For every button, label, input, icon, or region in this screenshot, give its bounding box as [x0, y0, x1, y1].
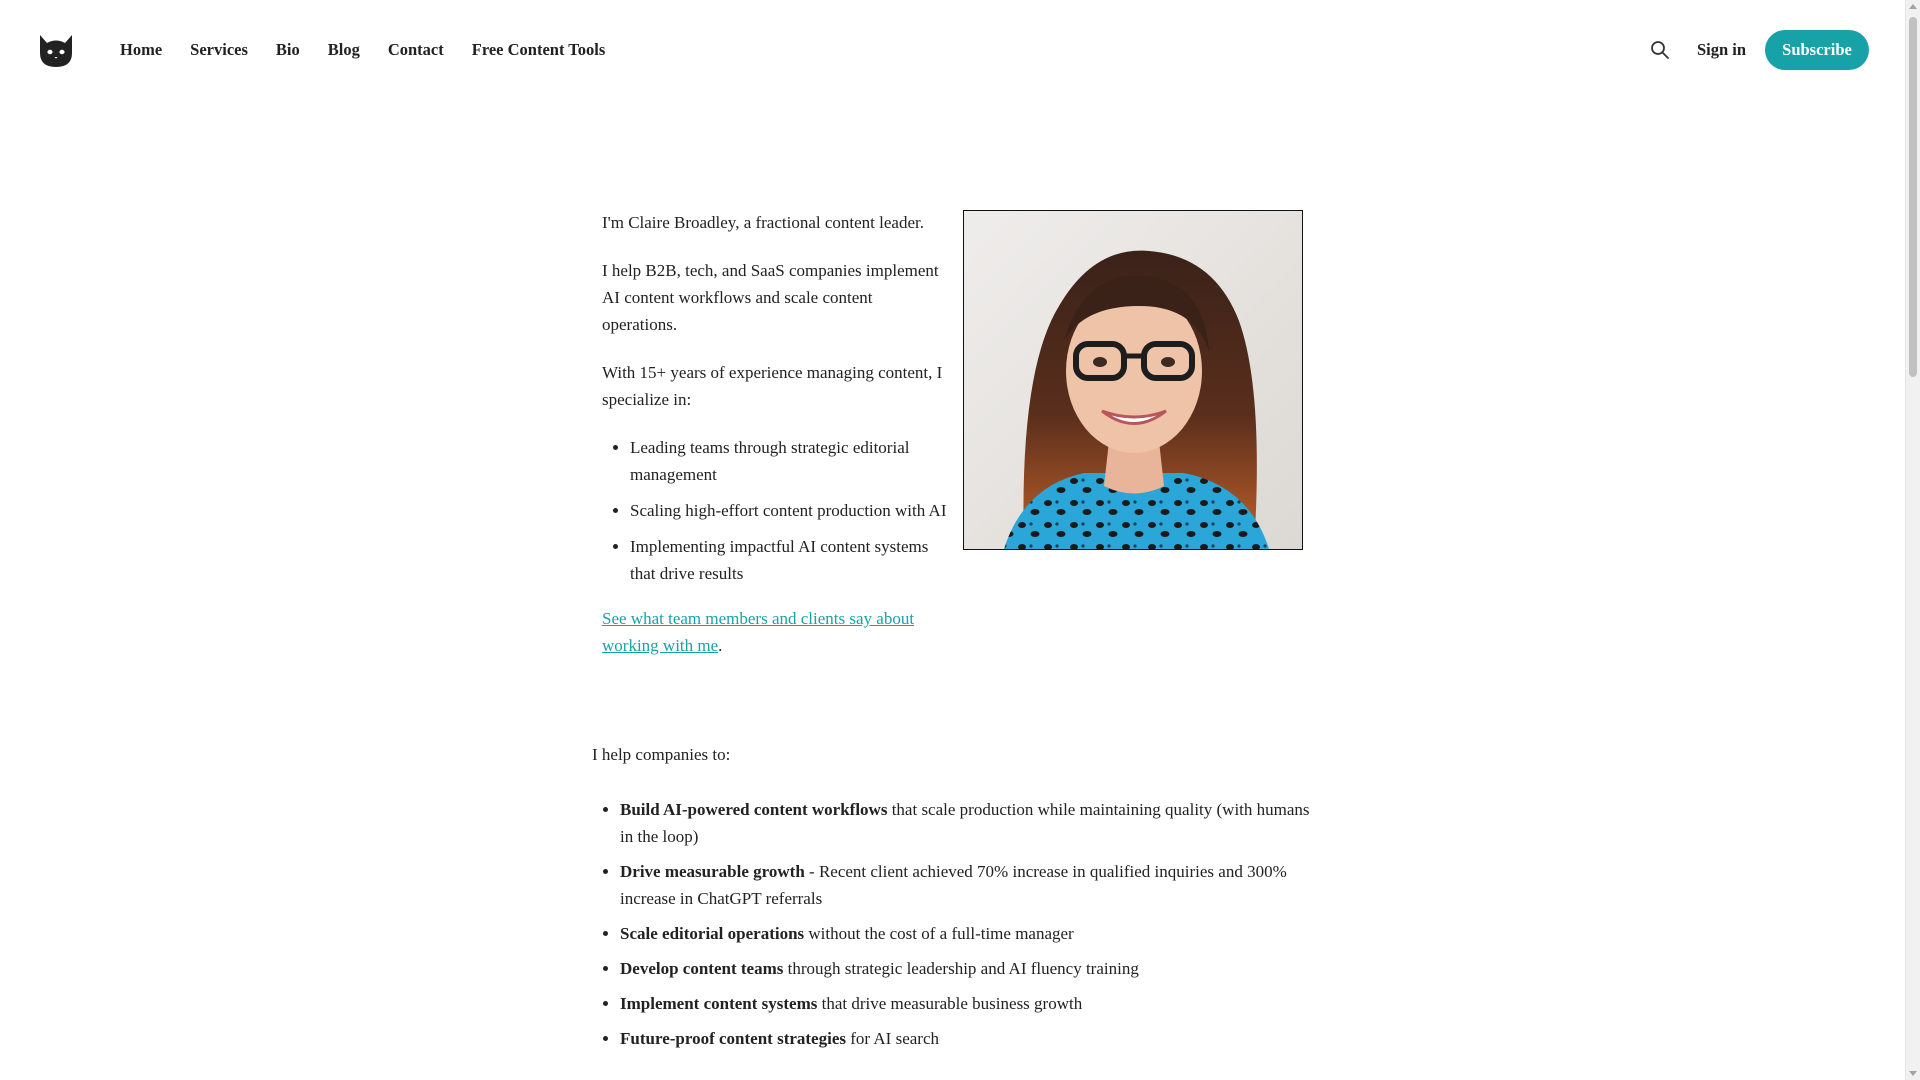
item-text: that drive measurable business growth: [817, 994, 1083, 1013]
testimonials-link[interactable]: See what team members and clients say about working with me: [602, 609, 915, 655]
portrait-photo: [963, 210, 1303, 550]
testimonial-suffix: .: [718, 636, 723, 655]
item-text: without the cost of a full-time manager: [804, 924, 1074, 943]
specialties-list: [602, 434, 947, 587]
intro-paragraph-2: I help B2B, tech, and SaaS companies implement AI content workflows and scale content operations.: [602, 261, 939, 334]
testimonial-paragraph: [602, 605, 947, 659]
help-list: [592, 796, 1322, 1052]
list-item: [620, 920, 1322, 947]
scrollbar-thumb[interactable]: [1909, 17, 1917, 377]
nav-blog[interactable]: Blog: [327, 40, 360, 59]
item-bold: Drive measurable growth: [620, 862, 805, 881]
item-bold: Implement content systems: [620, 994, 818, 1013]
item-bold: Develop content teams: [620, 959, 784, 978]
item-bold: Build AI-powered content workflows: [620, 800, 888, 819]
item-text: through strategic leadership and AI fluency training: [783, 959, 1139, 978]
list-item: • Scaling high-effort content production with AI: [630, 497, 947, 524]
nav-bio[interactable]: Bio: [275, 40, 300, 59]
site-header: [0, 0, 1905, 100]
nav-free-content-tools[interactable]: Free Content Tools: [471, 40, 606, 59]
item-text: - Recent client achieved 70% increase in qualified inquiries and 300% increase in ChatGPT referrals: [620, 862, 1287, 908]
list-item: [620, 955, 1322, 982]
search-icon[interactable]: [1650, 40, 1670, 60]
intro-paragraph-1: I'm Claire Broadley, a fractional content leader.: [602, 213, 924, 232]
help-heading: I help companies to:: [592, 745, 731, 764]
nav-services[interactable]: Services: [190, 40, 248, 59]
nav-home[interactable]: Home: [120, 40, 163, 59]
sign-in-link[interactable]: Sign in: [1697, 40, 1747, 59]
list-item: [620, 990, 1322, 1017]
item-text: that scale production while maintaining quality (with humans in the loop): [620, 800, 1310, 846]
list-item: [620, 796, 1322, 850]
scroll-down-arrow-icon[interactable]: [1909, 1071, 1917, 1076]
item-bold: Scale editorial operations: [620, 924, 805, 943]
list-item: [620, 858, 1322, 912]
item-bold: Future-proof content strategies: [620, 1029, 846, 1048]
intro-paragraph-3: With 15+ years of experience managing content, I specialize in:: [602, 363, 943, 409]
scroll-up-arrow-icon[interactable]: [1909, 4, 1917, 9]
cat-logo-icon[interactable]: [37, 31, 75, 69]
list-item: • Leading teams through strategic editorial management: [630, 434, 947, 488]
subscribe-button[interactable]: Subscribe: [1765, 30, 1869, 70]
intro-section: [602, 209, 947, 680]
item-text: for AI search: [846, 1029, 939, 1048]
help-section: [592, 741, 1322, 1060]
nav-contact[interactable]: Contact: [387, 40, 444, 59]
main-nav: [120, 38, 633, 62]
list-item: [620, 1025, 1322, 1052]
list-item: • Implementing impactful AI content systems that drive results: [630, 533, 947, 587]
vertical-scrollbar[interactable]: [1905, 0, 1920, 1080]
